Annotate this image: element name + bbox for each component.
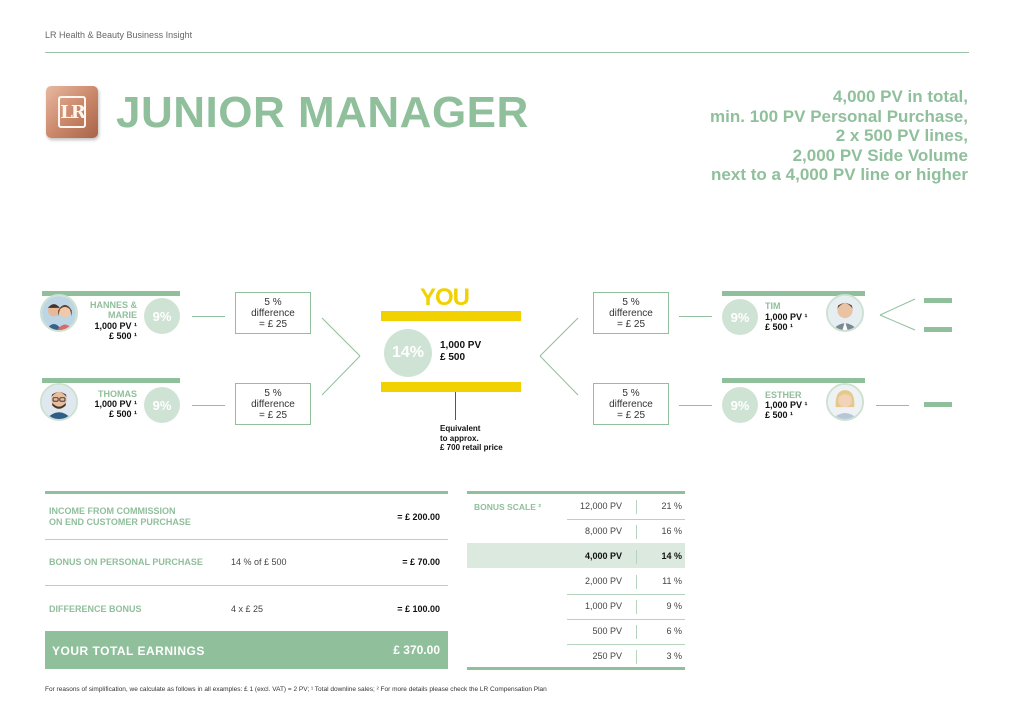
table-row-divider <box>567 594 685 595</box>
lr-logo-text: LR <box>60 101 84 123</box>
connector-line <box>322 356 360 395</box>
bonus-scale-pv: 500 PV <box>592 626 622 636</box>
percent-badge: 9% <box>144 298 180 334</box>
income-table-top-bar <box>45 491 448 494</box>
total-earnings-label: YOUR TOTAL EARNINGS <box>52 644 205 658</box>
difference-box: 5 % difference = £ 25 <box>235 292 311 334</box>
bonus-scale-percent: 16 % <box>661 526 682 536</box>
connector-line <box>322 318 360 356</box>
page-title: JUNIOR MANAGER <box>116 88 529 137</box>
person-name: ESTHER <box>765 390 802 400</box>
table-row-divider <box>45 539 448 540</box>
bonus-scale-percent: 6 % <box>666 626 682 636</box>
bonus-scale-percent: 11 % <box>662 576 682 586</box>
difference-box: 5 % difference = £ 25 <box>593 383 669 425</box>
column-divider <box>636 550 637 564</box>
bonus-scale-highlight-row <box>467 543 685 568</box>
equivalent-pointer <box>455 392 456 420</box>
bonus-scale-percent: 9 % <box>666 601 682 611</box>
income-amount: = £ 70.00 <box>402 557 440 567</box>
connector-line <box>679 316 712 317</box>
connector-line <box>192 405 225 406</box>
footnote: For reasons of simplification, we calculate as follows in all examples: £ 1 (excl. VAT) = 2 PV; ¹ Total downline sales; ² For more details please check the LR Compensation Plan <box>45 686 547 693</box>
couple-avatar-icon <box>40 294 78 332</box>
table-row-divider <box>45 585 448 586</box>
difference-box: 5 % difference = £ 25 <box>235 383 311 425</box>
bonus-scale-pv: 250 PV <box>592 651 622 661</box>
person-bar <box>42 378 180 383</box>
header-label: LR Health & Beauty Business Insight <box>45 30 193 40</box>
bonus-scale-title: BONUS SCALE ² <box>474 502 542 512</box>
table-row-divider <box>567 519 685 520</box>
bonus-scale-percent: 14 % <box>661 551 682 561</box>
person-name: HANNES & MARIE <box>89 300 137 320</box>
bonus-scale-pv: 12,000 PV <box>579 501 622 511</box>
person-name: TIM <box>765 301 781 311</box>
income-calculation: 14 % of £ 500 <box>231 557 287 567</box>
connector-line <box>880 299 915 315</box>
table-row-divider <box>567 619 685 620</box>
man-avatar-icon <box>40 383 78 421</box>
connector-line <box>540 318 578 356</box>
table-row-divider <box>567 644 685 645</box>
connector-line <box>540 356 578 395</box>
dash-marker <box>924 298 952 303</box>
person-values: 1,000 PV ¹ £ 500 ¹ <box>94 399 137 419</box>
you-percent-badge: 14% <box>384 329 432 377</box>
you-label: YOU <box>420 284 470 311</box>
person-values: 1,000 PV ¹ £ 500 ¹ <box>94 321 137 341</box>
dash-marker <box>924 327 952 332</box>
income-label: DIFFERENCE BONUS <box>49 604 142 614</box>
bonus-scale-pv: 2,000 PV <box>584 576 622 586</box>
income-label: INCOME FROM COMMISSION ON END CUSTOMER PURCHASE <box>49 506 191 527</box>
column-divider <box>636 500 637 514</box>
column-divider <box>636 650 637 664</box>
bonus-scale-pv: 8,000 PV <box>584 526 622 536</box>
person-name: THOMAS <box>98 389 137 399</box>
total-earnings-amount: £ 370.00 <box>393 643 440 657</box>
woman-avatar-icon <box>826 383 864 421</box>
you-bottom-bar <box>381 382 521 392</box>
column-divider <box>636 600 637 614</box>
income-amount: = £ 100.00 <box>397 604 440 614</box>
income-label: BONUS ON PERSONAL PURCHASE <box>49 557 203 567</box>
column-divider <box>636 525 637 539</box>
connector-line <box>876 405 909 406</box>
dash-marker <box>924 402 952 407</box>
difference-box: 5 % difference = £ 25 <box>593 292 669 334</box>
you-top-bar <box>381 311 521 321</box>
column-divider <box>636 625 637 639</box>
connector-line <box>880 315 915 330</box>
requirement-line: next to a 4,000 PV line or higher <box>711 165 968 184</box>
requirement-line: 2,000 PV Side Volume <box>792 145 968 165</box>
percent-badge: 9% <box>722 299 758 335</box>
bonus-scale-bottom-bar <box>467 667 685 670</box>
bonus-scale-pv: 1,000 PV <box>584 601 622 611</box>
income-amount: = £ 200.00 <box>397 512 440 522</box>
requirement-line: 2 x 500 PV lines, <box>835 126 968 145</box>
requirement-line: min. 100 PV Personal Purchase, <box>710 106 968 126</box>
bonus-scale-percent: 21 % <box>661 501 682 511</box>
equivalent-note: Equivalent to approx. £ 700 retail price <box>440 424 503 452</box>
percent-badge: 9% <box>722 387 758 423</box>
connector-line <box>192 316 225 317</box>
person-values: 1,000 PV ¹ £ 500 ¹ <box>765 400 808 420</box>
person-values: 1,000 PV ¹ £ 500 ¹ <box>765 312 808 332</box>
income-calculation: 4 x £ 25 <box>231 604 264 614</box>
percent-badge: 9% <box>144 387 180 423</box>
you-values: 1,000 PV £ 500 <box>440 340 482 363</box>
requirement-line: 4,000 PV in total, <box>832 87 968 106</box>
bonus-scale-pv: 4,000 PV <box>584 551 622 561</box>
bonus-scale-top-bar <box>467 491 685 494</box>
connector-line <box>679 405 712 406</box>
bonus-scale-percent: 3 % <box>666 651 682 661</box>
man-avatar-icon <box>826 294 864 332</box>
column-divider <box>636 575 637 589</box>
